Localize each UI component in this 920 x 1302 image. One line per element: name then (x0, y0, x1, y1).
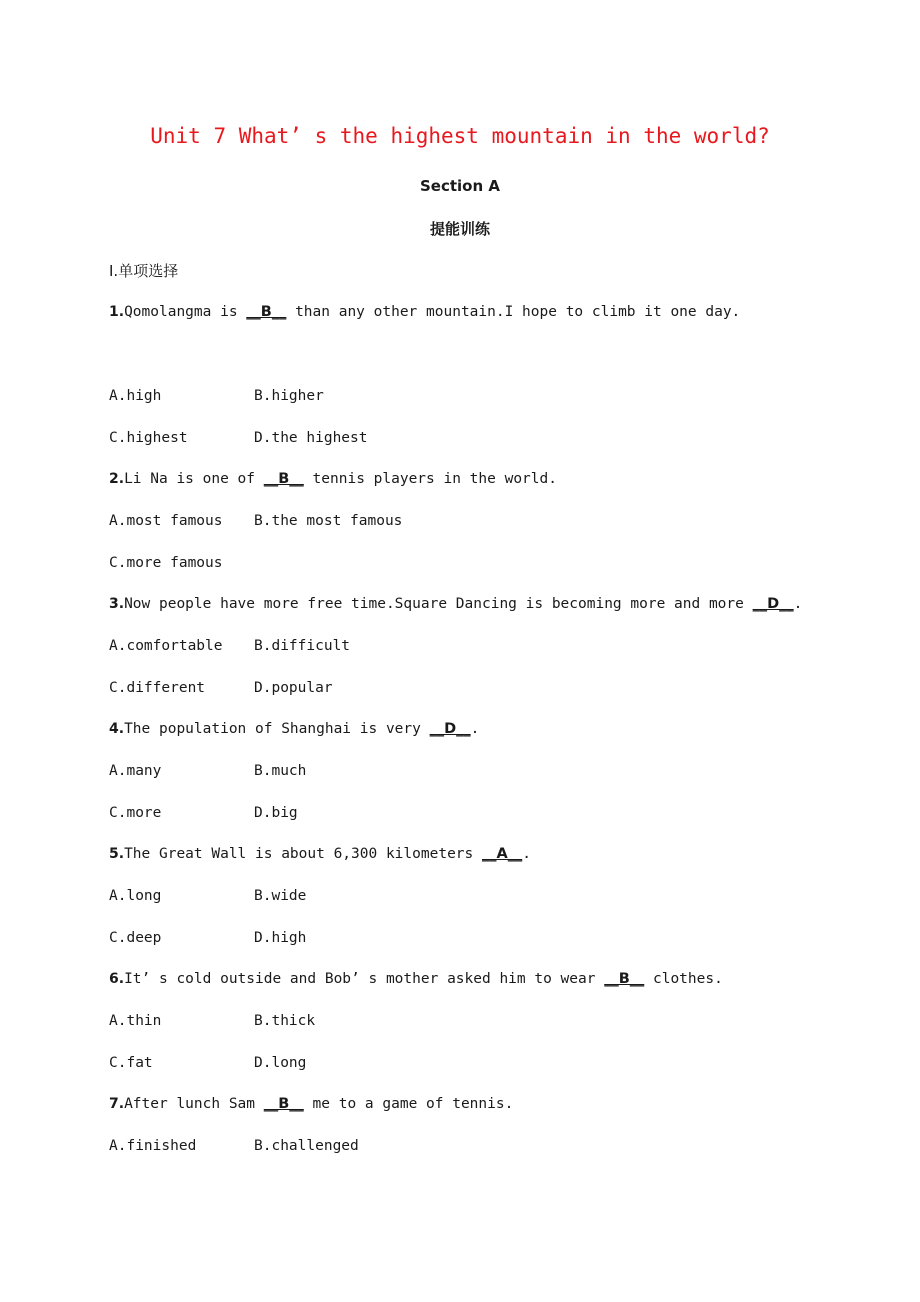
question-stem-before: The population of Shanghai is very (124, 721, 430, 737)
answer-blank: __D__ (752, 596, 794, 612)
question-stem-after: . (793, 596, 803, 612)
answer-blank: __B__ (263, 1096, 304, 1112)
document-title: Unit 7 What’ s the highest mountain in the world? (150, 124, 770, 148)
question-number: 5. (109, 846, 125, 862)
option-d: D.high (254, 930, 307, 946)
option-d: D.the highest (254, 430, 368, 446)
question-stem-before: Now people have more free time.Square Dancing is becoming more and more (124, 596, 753, 612)
option-a: A.many (109, 763, 162, 779)
question-5 (109, 844, 531, 864)
option-a: A.thin (109, 1013, 162, 1029)
option-b: B.challenged (254, 1138, 359, 1154)
question-number: 1. (109, 304, 125, 320)
option-b: B.the most famous (254, 513, 403, 529)
option-d: D.long (254, 1055, 307, 1071)
exercise-subtitle: 提能训练 (429, 220, 490, 238)
question-stem-after: . (470, 721, 480, 737)
option-a: A.long (109, 888, 162, 904)
answer-blank: __B__ (604, 971, 645, 987)
option-a: A.finished (109, 1138, 197, 1154)
option-b: B.difficult (254, 638, 351, 654)
option-c: C.more famous (109, 555, 223, 571)
answer-blank: __A__ (481, 846, 523, 862)
question-number: 3. (109, 596, 125, 612)
question-stem-before: Li Na is one of (124, 471, 264, 487)
option-d: D.popular (254, 680, 333, 696)
question-stem-after: . (522, 846, 531, 862)
option-a: A.high (109, 388, 162, 404)
option-a: A.most famous (109, 513, 223, 529)
question-stem-after: tennis players in the world. (303, 471, 557, 487)
question-number: 2. (109, 471, 125, 487)
question-stem-after: clothes. (644, 971, 723, 987)
option-c: C.highest (109, 430, 188, 446)
question-7 (109, 1094, 513, 1114)
answer-blank: __D__ (429, 721, 471, 737)
option-a: A.comfortable (109, 638, 223, 654)
option-c: C.different (109, 680, 206, 696)
answer-blank: __B__ (263, 471, 304, 487)
option-b: B.much (254, 763, 307, 779)
question-stem-before: It’ s cold outside and Bob’ s mother asked him to wear (124, 971, 605, 987)
option-c: C.more (109, 805, 162, 821)
question-stem-before: Qomolangma is (124, 304, 247, 320)
part-heading: Ⅰ.单项选择 (109, 262, 179, 280)
question-stem-after: than any other mountain.I hope to climb it one day. (286, 304, 741, 320)
answer-blank: __B__ (246, 304, 287, 320)
section-label: Section A (420, 177, 500, 195)
option-c: C.deep (109, 930, 162, 946)
question-stem-before: After lunch Sam (124, 1096, 264, 1112)
option-b: B.higher (254, 388, 324, 404)
question-number: 7. (109, 1096, 125, 1112)
question-stem-before: The Great Wall is about 6,300 kilometers (124, 846, 482, 862)
question-3 (109, 594, 802, 614)
question-number: 6. (109, 971, 125, 987)
option-d: D.big (254, 805, 298, 821)
question-stem-after: me to a game of tennis. (303, 1096, 514, 1112)
option-b: B.wide (254, 888, 307, 904)
question-2 (109, 469, 557, 489)
option-b: B.thick (254, 1013, 316, 1029)
question-4 (109, 719, 479, 739)
question-6 (109, 969, 723, 989)
question-1 (109, 302, 740, 322)
question-number: 4. (109, 721, 125, 737)
option-c: C.fat (109, 1055, 153, 1071)
